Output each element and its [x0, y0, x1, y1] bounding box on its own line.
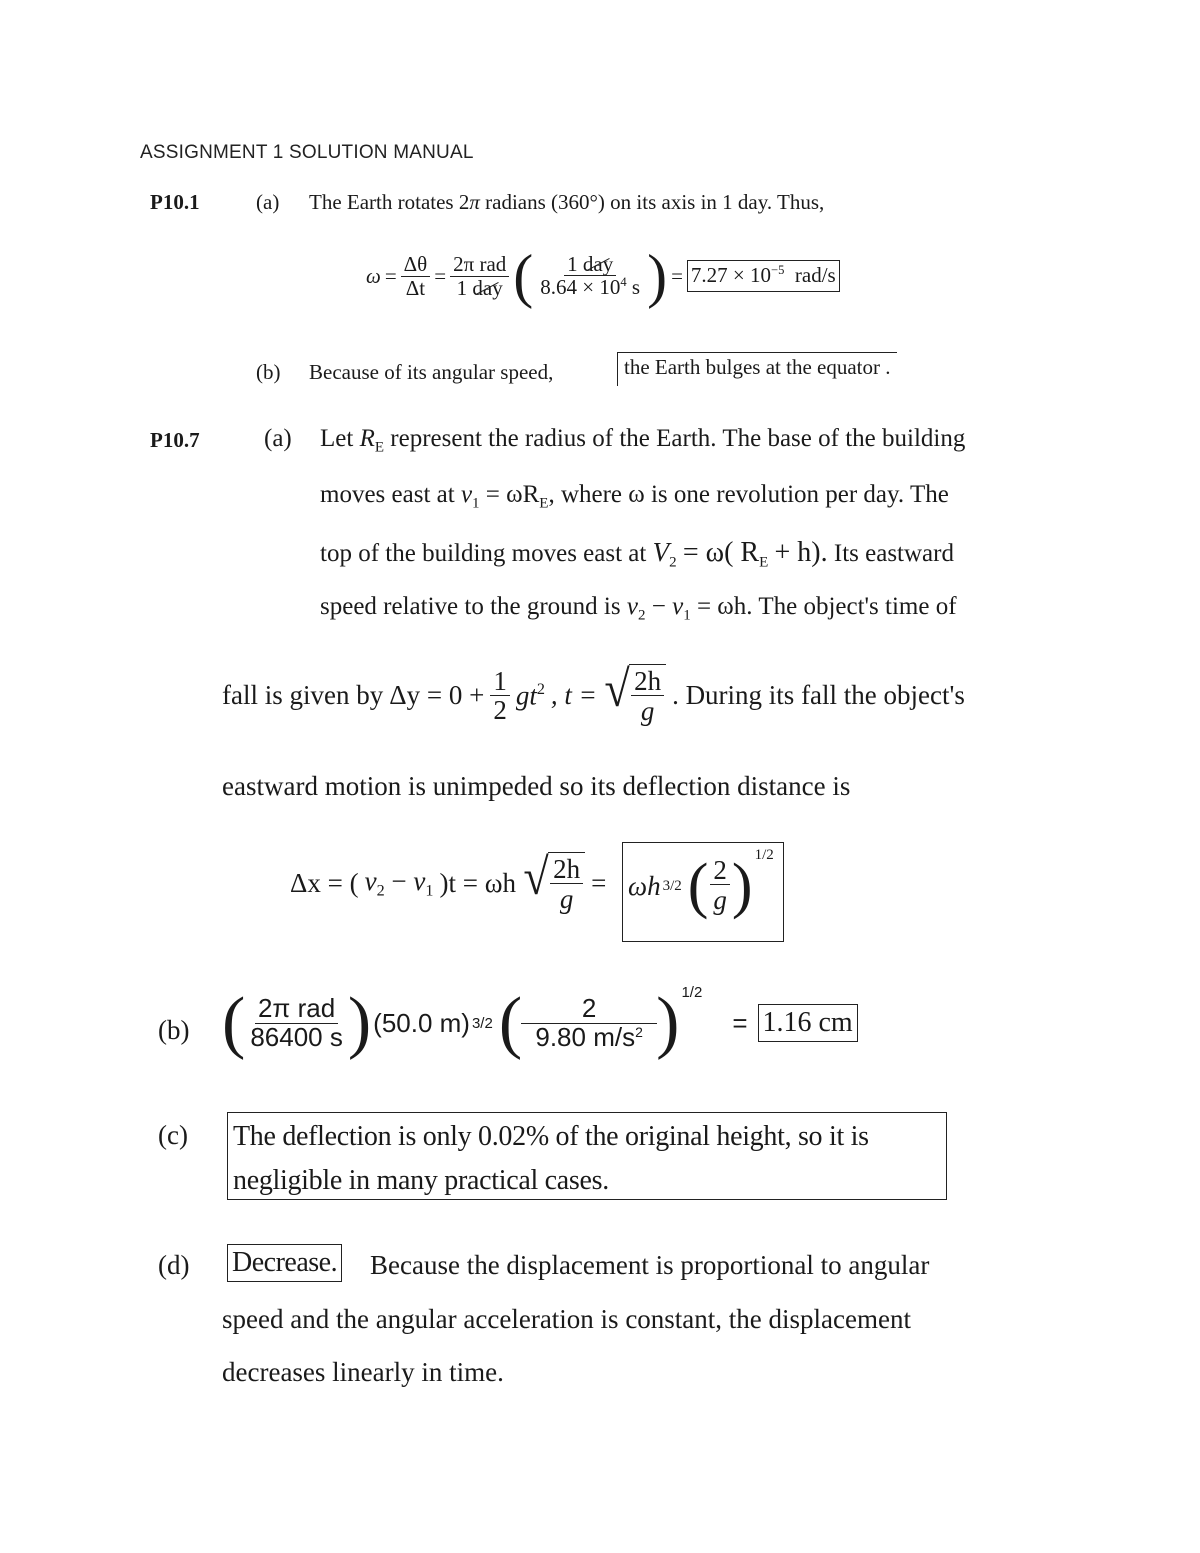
numerator-2: 2 — [521, 995, 657, 1023]
result-unit: rad/s — [794, 263, 836, 288]
g-symbol: g — [640, 696, 655, 727]
line1-pre: Let — [320, 425, 354, 452]
g-symbol: g — [713, 885, 727, 916]
height-50m: (50.0 m) — [373, 1007, 470, 1038]
seconds-per-day — [537, 276, 643, 298]
R-symbol: R — [359, 425, 375, 452]
squared: 2 — [635, 1023, 643, 1040]
2pi-over-86400 — [247, 995, 346, 1051]
omega-result-box — [687, 260, 840, 291]
one: 1 — [456, 275, 468, 300]
equals-sign: = — [434, 263, 447, 288]
omega-h: ωh — [628, 870, 661, 901]
equals-sign: = — [671, 263, 683, 288]
left-paren: ( — [513, 243, 534, 309]
v-symbol: v — [672, 593, 684, 620]
line5-post: . During its fall the object's — [672, 680, 965, 711]
delta-x-equation — [290, 849, 607, 915]
part-d-line-1: Because the displacement is proportional to angular — [370, 1250, 930, 1280]
omega-equation — [366, 243, 840, 309]
line2-post: , where ω is one revolution per day. The — [548, 481, 949, 508]
seconds-86400: 86400 s — [250, 1021, 343, 1052]
delta-y-eq: Δy = 0 + — [389, 680, 485, 711]
one-day-cancelled — [454, 277, 506, 299]
t-equals: , t = — [550, 680, 597, 711]
half-den: 2 — [493, 695, 507, 726]
2h: 2h — [631, 667, 664, 696]
minus-sign: − — [651, 593, 666, 620]
gt-squared — [516, 680, 545, 712]
p10-1-b-text: Because of its angular speed, — [309, 360, 554, 384]
radicand — [629, 664, 666, 727]
radical-sign: √ — [523, 849, 549, 906]
p10-7-a-line-6: eastward motion is unimpeded so its deflection distance is — [222, 771, 851, 801]
v2-minus-v1 — [365, 866, 434, 901]
g-value-text: 9.80 m/s — [535, 1021, 636, 1052]
part-c-tag-p10-7: (c) — [158, 1120, 188, 1150]
two-pi-over-day — [450, 253, 509, 298]
right-paren: ) — [731, 852, 753, 920]
p10-7-a-line-2 — [320, 481, 949, 512]
2h-over-g — [631, 667, 664, 727]
2-over-g — [710, 856, 730, 916]
gt: gt — [515, 680, 537, 711]
equals-sign: = — [591, 868, 607, 899]
p10-1-a-text-after: radians (360°) on its axis in 1 day. Thus, — [485, 190, 825, 214]
period: . — [885, 355, 891, 379]
part-c-line-2: negligible in many practical cases. — [233, 1165, 609, 1196]
den-unit: s — [631, 275, 641, 300]
part-d-line-3: decreases linearly in time. — [222, 1357, 504, 1387]
subscript-1: 1 — [683, 607, 691, 624]
line3-post: Its eastward — [833, 540, 954, 567]
den-exponent: 4 — [620, 275, 627, 290]
E-subscript: E — [374, 439, 385, 456]
line3-pre: top of the building moves east at — [320, 540, 647, 567]
line5-pre: fall is given by — [222, 680, 384, 711]
minus-sign: − — [391, 866, 407, 897]
left-paren: ( — [222, 984, 246, 1061]
one-half — [490, 667, 510, 725]
p10-7-a-line-3 — [320, 537, 954, 571]
part-b-tag-p10-7: (b) — [158, 1015, 190, 1045]
two: 2 — [710, 856, 730, 885]
equals-sign: = — [384, 263, 397, 288]
result-1-16-cm: 1.16 cm — [758, 1004, 858, 1042]
E-subscript: E — [539, 495, 549, 512]
p10-1-a-text — [309, 190, 824, 215]
p10-7-a-line-1 — [320, 425, 965, 456]
delta-t: Δt — [405, 275, 426, 300]
V-symbol: V — [652, 537, 670, 567]
document-header: ASSIGNMENT 1 SOLUTION MANUAL — [140, 142, 474, 163]
delta-x-pre: Δx = ( — [290, 868, 359, 899]
result-exponent: −5 — [771, 263, 785, 278]
exp-1-2: 1/2 — [754, 847, 774, 863]
p10-7-a-line-4 — [320, 593, 957, 624]
earth-bulges-text: the Earth bulges at the equator — [624, 355, 880, 379]
sqrt-2h-over-g — [603, 661, 666, 727]
exp-3-2: 3/2 — [662, 877, 682, 894]
part-d-tag-p10-7: (d) — [158, 1250, 190, 1280]
part-d-line-2: speed and the angular acceleration is constant, the displacement — [222, 1304, 911, 1334]
right-paren: ) — [656, 984, 680, 1061]
E-subscript: E — [759, 554, 769, 571]
right-paren: ) — [647, 243, 668, 309]
two-pi-rad: 2π rad — [450, 253, 509, 276]
result-mantissa: 7.27 × 10 — [690, 263, 771, 288]
exp-3-2: 3/2 — [471, 1014, 493, 1032]
g-symbol: g — [559, 884, 574, 915]
problem-label-p10-1: P10.1 — [150, 190, 200, 214]
part-b-equation — [222, 984, 858, 1061]
p10-7-a-line-5 — [222, 661, 965, 727]
delta-x-mid: )t = ωh — [439, 868, 516, 899]
half-num: 1 — [490, 667, 510, 696]
two-pi-rad: 2π rad — [255, 995, 338, 1023]
subscript-2: 2 — [376, 882, 385, 900]
line4-pre: speed relative to the ground is — [320, 593, 621, 620]
v-symbol: v — [364, 866, 377, 897]
line1-post: represent the radius of the Earth. The base of the building — [390, 425, 966, 452]
problem-label-p10-7: P10.7 — [150, 428, 200, 452]
den-mantissa: 8.64 × 10 — [540, 275, 621, 300]
line4-eq: = ωh. — [696, 593, 753, 620]
right-paren: ) — [347, 984, 372, 1061]
v-symbol: v — [460, 481, 473, 508]
subscript-1: 1 — [472, 495, 480, 512]
earth-bulges-box — [617, 352, 897, 386]
exp-1-2: 1/2 — [681, 984, 703, 1001]
delta-x-result — [628, 847, 774, 920]
2h: 2h — [550, 855, 583, 884]
v-symbol: v — [626, 593, 638, 620]
omega-symbol: ω — [366, 263, 381, 288]
g-value — [532, 1021, 646, 1052]
line3-eq: = ω( R — [682, 537, 760, 568]
left-paren: ( — [498, 984, 523, 1061]
radical-sign: √ — [604, 661, 630, 718]
delta-theta: Δθ — [401, 253, 431, 276]
line2-eq: = ωR — [485, 481, 540, 508]
subscript-1: 1 — [425, 882, 434, 900]
2-over-9-80 — [524, 995, 654, 1051]
squared: 2 — [536, 679, 545, 698]
part-a-tag-p10-1: (a) — [256, 190, 280, 214]
subscript-2: 2 — [637, 607, 646, 624]
p10-1-a-text-before: The Earth rotates 2 — [309, 190, 470, 214]
sqrt-2h-over-g-dx — [522, 849, 585, 915]
part-b-tag-p10-1: (b) — [256, 360, 281, 384]
one: 1 — [567, 252, 578, 277]
decrease-box: Decrease. — [227, 1244, 342, 1282]
dtheta-over-dt — [401, 253, 431, 298]
subscript-2: 2 — [669, 554, 677, 571]
line4-post: The object's time of — [758, 593, 957, 620]
v-symbol: v — [413, 866, 426, 897]
day-strike: day — [582, 252, 614, 277]
day-strike: day — [472, 275, 503, 300]
part-a-tag-p10-7: (a) — [264, 425, 292, 452]
part-c-line-1: The deflection is only 0.02% of the original height, so it is — [233, 1121, 869, 1152]
one-day-num — [564, 253, 616, 276]
equals-sign: = — [732, 1007, 748, 1038]
line2-pre: moves east at — [320, 481, 455, 508]
part-c-text — [233, 1115, 869, 1203]
left-paren: ( — [687, 852, 709, 920]
radicand — [548, 852, 585, 915]
pi-symbol: π — [469, 190, 480, 214]
line3-plus: + h). — [774, 537, 828, 568]
day-conversion-fraction — [537, 253, 643, 298]
2h-over-g — [550, 855, 583, 915]
